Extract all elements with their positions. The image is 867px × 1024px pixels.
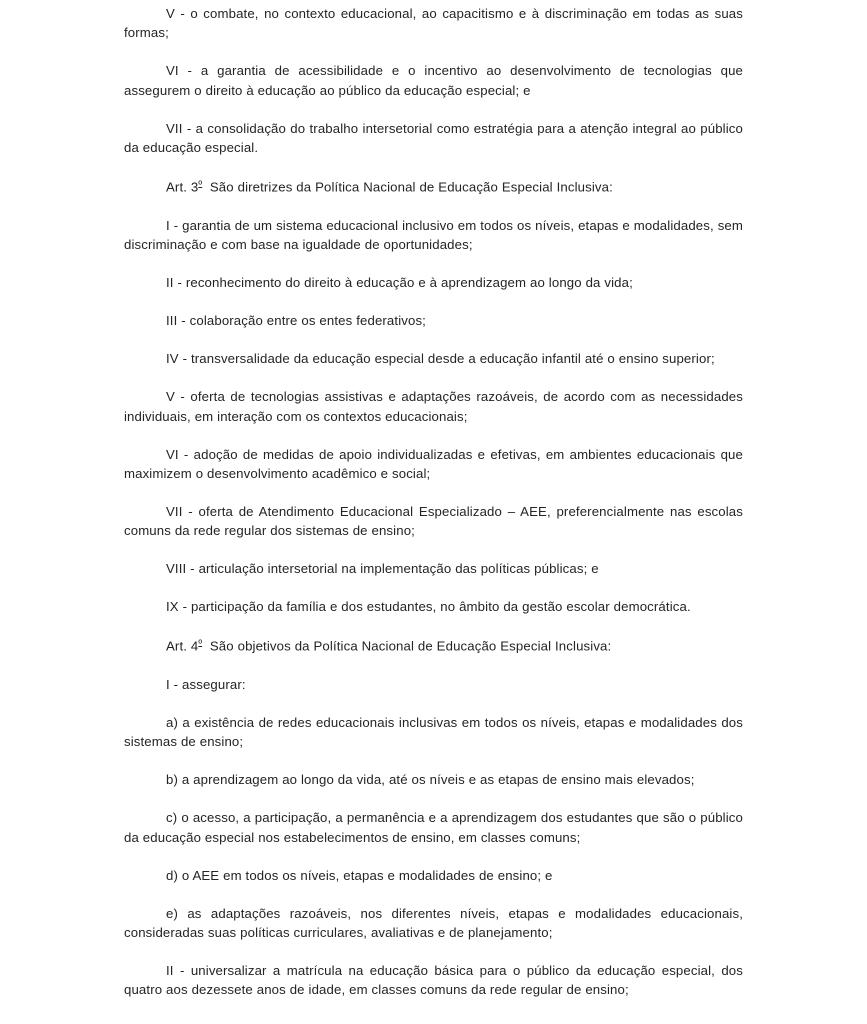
ordinal-indicator: º (198, 639, 203, 651)
paragraph-inciso-i-art3: I - garantia de um sistema educacional inclusivo em todos os níveis, etapas e modalidades, sem discriminação e com base na igualdade de oportunidades; (124, 217, 743, 253)
paragraph-inciso-viii-art3: VIII - articulação intersetorial na implementação das políticas públicas; e (166, 561, 599, 577)
ordinal-indicator: º (198, 180, 203, 192)
paragraph-art-3 (124, 176, 743, 197)
article-spacer (202, 639, 210, 654)
paragraph-alinea-a-art4: a) a existência de redes educacionais inclusivas em todos os níveis, etapas e modalidades dos sistemas de ensino; (124, 714, 743, 750)
article-label: Art. 3 (166, 179, 199, 195)
paragraph-inciso-vi-art3: VI - adoção de medidas de apoio individualizadas e efetivas, em ambientes educacionais que maximizem o desenvolvimento acadêmico e social; (124, 446, 743, 481)
paragraph-inciso-iv-art3: IV - transversalidade da educação especial desde a educação infantil até o ensino superior; (166, 351, 715, 367)
article-spacer (202, 180, 210, 195)
paragraph-inciso-iii-art3: III - colaboração entre os entes federativos; (166, 313, 426, 329)
paragraph-inciso-vi-art2: VI - a garantia de acessibilidade e o incentivo ao desenvolvimento de tecnologias que assegurem o direito à educação ao público da educação especial; e (124, 63, 743, 98)
paragraph-inciso-vii-art3: VII - oferta de Atendimento Educacional Especializado – AEE, preferencialmente nas escolas comuns da rede regular dos sistemas de ensino; (124, 503, 743, 539)
article-text: São objetivos da Política Nacional de Educação Especial Inclusiva: (209, 638, 612, 654)
paragraph-alinea-e-art4: e) as adaptações razoáveis, nos diferentes níveis, etapas e modalidades educacionais, consideradas suas políticas curriculares, avaliativas e de planejamento; (124, 905, 743, 941)
paragraph-inciso-v-art2: V - o combate, no contexto educacional, ao capacitismo e à discriminação em todas as suas formas; (124, 6, 743, 41)
paragraph-inciso-vii-art2: VII - a consolidação do trabalho intersetorial como estratégia para a atenção integral ao público da educação especial. (124, 120, 743, 156)
article-text: São diretrizes da Política Nacional de Educação Especial Inclusiva: (209, 179, 613, 195)
paragraph-inciso-v-art3: V - oferta de tecnologias assistivas e adaptações razoáveis, de acordo com as necessidades individuais, em interação com os contextos educacionais; (124, 389, 743, 424)
article-label: Art. 4 (166, 638, 199, 654)
document-text-body (124, 4, 743, 1000)
paragraph-alinea-b-art4: b) a aprendizagem ao longo da vida, até os níveis e as etapas de ensino mais elevados; (166, 772, 695, 788)
paragraph-art-4 (124, 635, 743, 656)
paragraph-inciso-i-art4: I - assegurar: (166, 676, 246, 692)
paragraph-inciso-ii-art4: II - universalizar a matrícula na educação básica para o público da educação especial, dos quatro aos dezessete anos de idade, em classes comuns da rede regular de ensino; (124, 963, 743, 998)
paragraph-alinea-c-art4: c) o acesso, a participação, a permanência e a aprendizagem dos estudantes que são o público da educação especial nos estabelecimentos de ensino, em classes comuns; (124, 810, 743, 845)
paragraph-alinea-d-art4: d) o AEE em todos os níveis, etapas e modalidades de ensino; e (166, 867, 553, 883)
paragraph-inciso-ii-art3: II - reconhecimento do direito à educação e à aprendizagem ao longo da vida; (166, 275, 633, 291)
paragraph-inciso-ix-art3: IX - participação da família e dos estudantes, no âmbito da gestão escolar democrática. (166, 599, 691, 615)
